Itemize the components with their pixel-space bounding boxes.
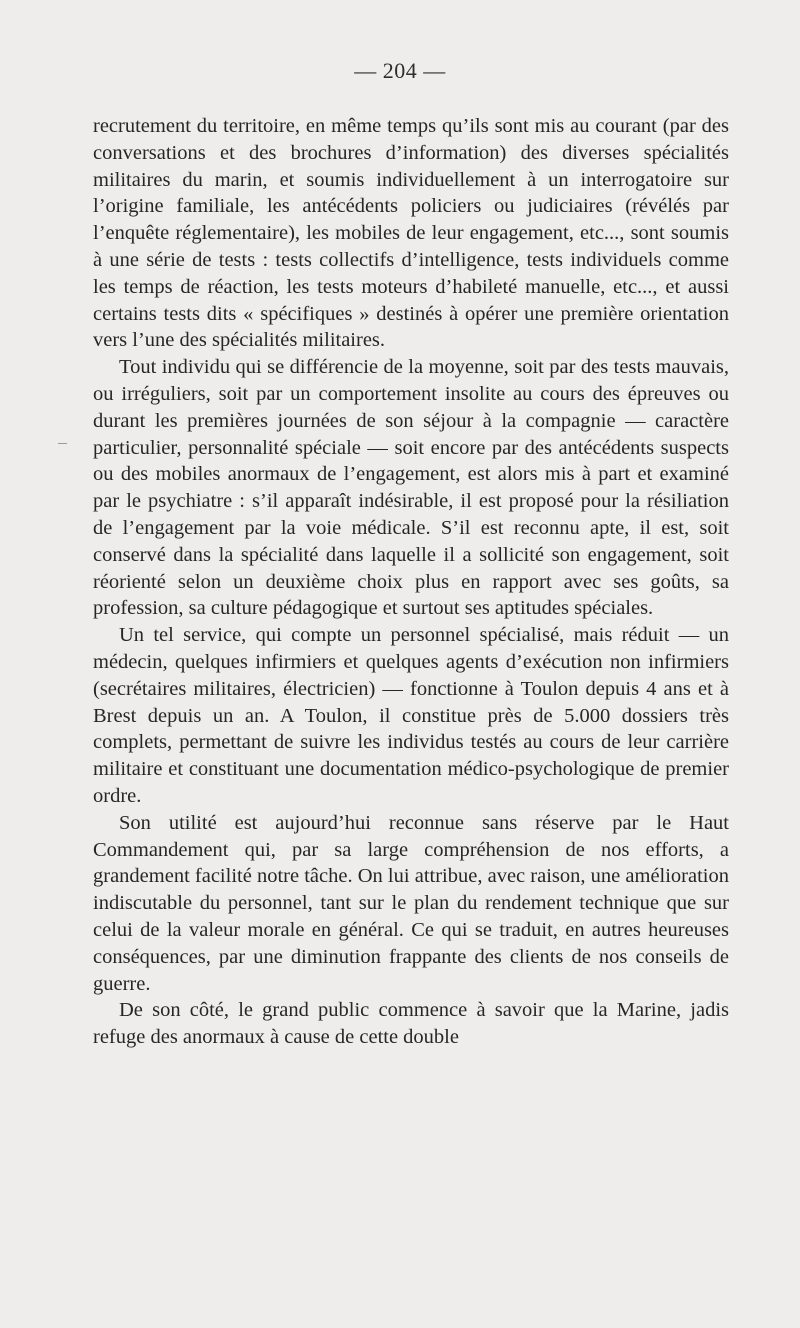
page-number: — 204 — bbox=[354, 58, 446, 83]
paragraph-individual-differences: Tout individu qui se différencie de la moyenne, soit par des tests mauvais, ou irréguliers, soit par un comportement insolite au cours des épreuves ou durant les premières journées de son séjour à la compagnie — caractère particulier, personnalité spéciale — soit encore par des antécédents suspects ou des mobiles anormaux de l’engagement, est alors mis à part et examiné par le psychiatre : s’il apparaît indésirable, il est proposé pour la résiliation de l’engagement par la voie médicale. S’il est reconnu apte, il est, soit conservé dans la spécialité dans laquelle il a sollicité son engagement, soit réorienté selon un deuxième choix plus en rapport avec ses goûts, sa profession, sa culture pédagogique et surtout ses aptitudes spéciales. bbox=[93, 356, 729, 620]
margin-mark bbox=[58, 443, 67, 444]
paragraph-service-staff: Un tel service, qui compte un personnel spécialisé, mais réduit — un médecin, quelques infirmiers et quelques agents d’exécution non infirmiers (secrétaires militaires, électricien) — fonctionne à Toulon depuis 4 ans et à Brest depuis un an. A Toulon, il constitue près de 5.000 dossiers très complets, permettant de suivre les individus testés au cours de leur carrière militaire et constituant une documentation médico-psychologique de premier ordre. bbox=[93, 624, 729, 807]
paragraph-continuation: recrutement du territoire, en même temps qu’ils sont mis au courant (par des conversations et des brochures d’information) des diverses spécialités militaires du marin, et soumis individuellement à un interrogatoire sur l’origine familiale, les antécédents policiers ou judiciaires (révélés par l’enquête réglementaire), les mobiles de leur engagement, etc..., sont soumis à une série de tests : tests collectifs d’intelligence, tests individuels comme les temps de réaction, les tests moteurs d’habileté manuelle, etc..., et aussi certains tests dits « spécifiques » destinés à opérer une première orientation vers l’une des spécialités militaires. bbox=[93, 115, 729, 352]
body-text bbox=[93, 113, 729, 1051]
paragraph-public: De son côté, le grand public commence à savoir que la Marine, jadis refuge des anormaux à cause de cette double bbox=[93, 999, 729, 1049]
paragraph-utility: Son utilité est aujourd’hui reconnue sans réserve par le Haut Commandement qui, par sa large compréhension de nos efforts, a grandement facilité notre tâche. On lui attribue, avec raison, une amélioration indiscutable du personnel, tant sur le plan du rendement technique que sur celui de la valeur morale en général. Ce qui se traduit, en autres heureuses conséquences, par une diminution frappante des clients de nos conseils de guerre. bbox=[93, 811, 729, 995]
